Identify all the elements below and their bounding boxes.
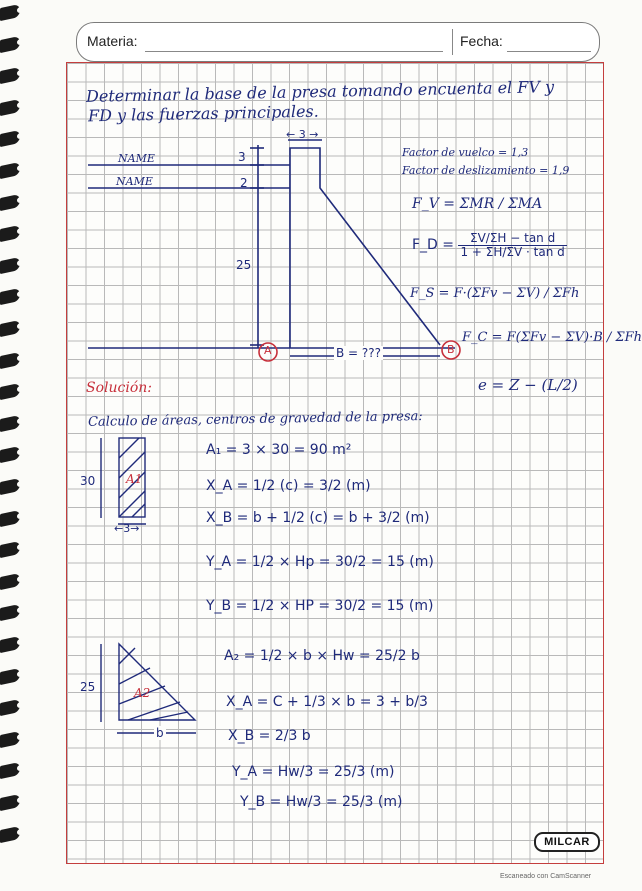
eq-a2: A₂ = 1/2 × b × Hw = 25/2 b [224, 648, 420, 664]
calc-heading: Calculo de áreas, centros de gravedad de la presa: [87, 409, 423, 430]
dim-25-label: 25 [236, 258, 252, 272]
rect-area-label: A1 [126, 472, 143, 486]
eq-yb-rect: Y_B = 1/2 × HP = 30/2 = 15 (m) [206, 598, 434, 614]
formula-fs: F_S = F·(ΣFv − ΣV) / ΣFh [410, 286, 580, 301]
brand-logo: MILCAR [534, 832, 600, 852]
formula-fd-left: F_D = [412, 237, 455, 254]
tri-width-label: b [156, 726, 164, 740]
formula-fc: F_C = F(ΣFv − ΣV)·B / ΣFh [462, 330, 642, 345]
name-label-2: NAME [116, 175, 153, 188]
dim-3-label: 3 [238, 150, 246, 164]
eq-ya-tri: Y_A = Hw/3 = 25/3 (m) [232, 764, 395, 780]
eq-yb-tri: Y_B = Hw/3 = 25/3 (m) [240, 794, 403, 810]
formula-fd-numerator: ΣV/ΣH − tan d [458, 232, 566, 246]
factor-deslizamiento: Factor de deslizamiento = 1,9 [402, 164, 570, 177]
formula-e: e = Z − (L/2) [478, 376, 578, 394]
rect-width-label: ←3→ [114, 522, 140, 535]
top-width-label: ← 3 → [286, 128, 319, 141]
materia-label: Materia: [87, 33, 138, 49]
formula-fv: F_V = ΣMR / ΣMA [412, 196, 543, 212]
eq-xa-tri: X_A = C + 1/3 × b = 3 + b/3 [226, 694, 428, 710]
eq-xb-tri: X_B = 2/3 b [228, 728, 311, 744]
eq-a1: A₁ = 3 × 30 = 90 m² [206, 442, 352, 458]
formula-fd-fraction [458, 232, 566, 258]
eq-xb-rect: X_B = b + 1/2 (c) = b + 3/2 (m) [206, 510, 430, 526]
problem-title-line1: Determinar la base de la presa tomando encuenta el FV y [85, 77, 555, 106]
rect-height-label: 30 [80, 474, 96, 488]
formula-fd-denominator: 1 + ΣH/ΣV · tan d [460, 244, 565, 259]
tri-height-label: 25 [80, 680, 96, 694]
base-unknown-label: B = ??? [336, 346, 382, 360]
fecha-label: Fecha: [460, 33, 503, 49]
eq-xa-rect: X_A = 1/2 (c) = 3/2 (m) [206, 478, 371, 494]
formula-fd [412, 232, 567, 258]
problem-title-line2: FD y las fuerzas principales. [87, 101, 319, 126]
point-b-label: B [447, 343, 455, 356]
scanner-watermark: Escaneado con CamScanner [500, 873, 592, 880]
solution-heading: Solución: [86, 380, 152, 396]
eq-ya-rect: Y_A = 1/2 × Hp = 30/2 = 15 (m) [206, 554, 434, 570]
point-a-label: A [264, 344, 272, 357]
dim-2-label: 2 [240, 176, 248, 190]
tri-area-label: A2 [134, 686, 151, 700]
factor-vuelco: Factor de vuelco = 1,3 [402, 146, 529, 159]
name-label-1: NAME [118, 152, 155, 165]
